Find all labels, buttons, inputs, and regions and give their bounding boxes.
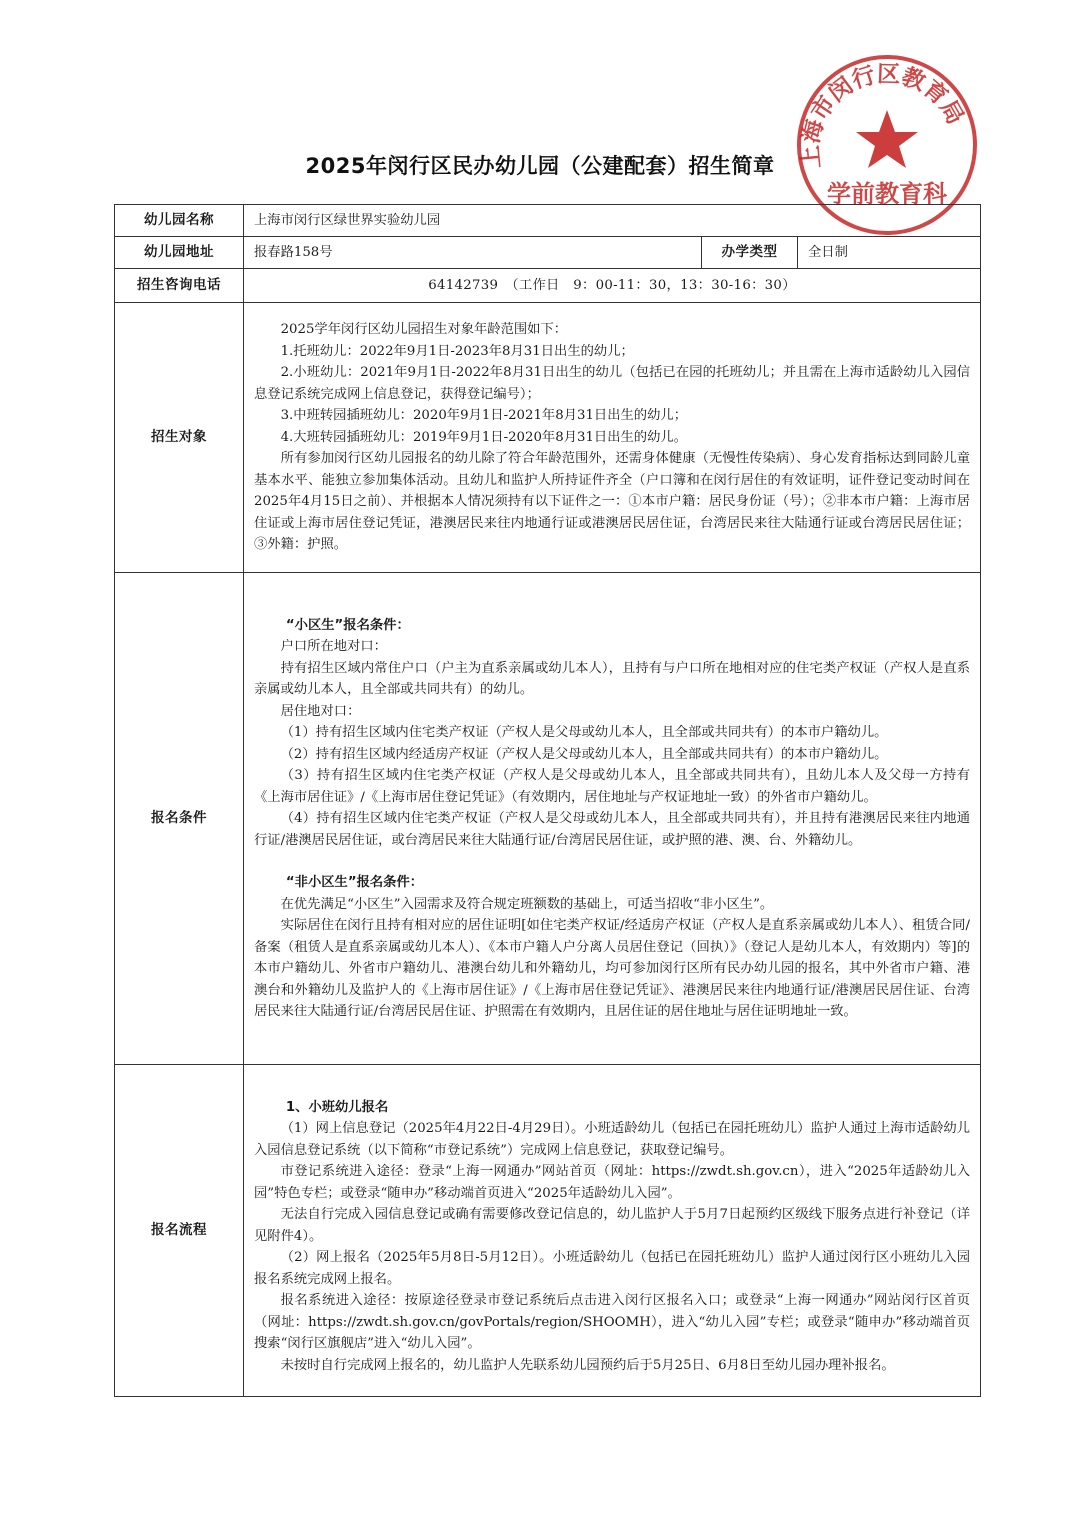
conditions-paragraph: 居住地对口： [280, 703, 361, 719]
seal-subtext: 学前教育科 [827, 180, 947, 208]
phone-label: 招生咨询电话 [115, 269, 244, 303]
process-paragraph: 未按时自行完成网上报名的，幼儿监护人先联系幼儿园预约后于5月25日、6月8日至幼儿园办理补报名。 [280, 1357, 895, 1373]
type-value: 全日制 [798, 237, 981, 269]
process-content [244, 1065, 981, 1397]
admission-table [114, 204, 981, 1397]
targets-paragraph: 1.托班幼儿：2022年9月1日-2023年8月31日出生的幼儿； [280, 343, 634, 359]
targets-paragraph: 2025学年闵行区幼儿园招生对象年龄范围如下： [280, 322, 568, 338]
paragraph-spacer [254, 1085, 970, 1097]
conditions-paragraph: （4）持有招生区域内住宅类产权证（产权人是父母或幼儿本人，且全部或共同共有），并且持有港澳居民来往内地通行证/港澳居民居住证，或台湾居民来往大陆通行证/台湾居民居住证，或护照的港、澳、台、外籍幼儿。 [254, 811, 971, 848]
row-process [115, 1065, 981, 1397]
row-conditions [115, 573, 981, 1065]
process-label: 报名流程 [115, 1065, 244, 1397]
conditions-paragraph: 在优先满足“小区生”入园需求及符合规定班额数的基础上，可适当招收“非小区生”。 [280, 896, 774, 912]
conditions-paragraph: （1）持有招生区域内住宅类产权证（产权人是父母或幼儿本人，且全部或共同共有）的本市户籍幼儿。 [280, 725, 888, 740]
process-paragraph: 无法自行完成入园信息登记或确有需要修改登记信息的，幼儿监护人于5月7日起预约区级线下服务点进行补登记（详见附件4）。 [254, 1207, 971, 1244]
seal-text: 上海市闵行区教育局 [797, 61, 969, 170]
row-address [115, 237, 981, 269]
process-heading: 1、小班幼儿报名 [285, 1099, 389, 1115]
targets-paragraph: 3.中班转园插班幼儿：2020年9月1日-2021年8月31日出生的幼儿； [280, 408, 687, 424]
targets-content [244, 303, 981, 573]
row-name [115, 205, 981, 237]
conditions-paragraph: （2）持有招生区域内经适房产权证（产权人是父母或幼儿本人，且全部或共同共有）的本市户籍幼儿。 [280, 746, 888, 762]
paragraph-spacer [254, 851, 970, 872]
row-targets [115, 303, 981, 573]
local-conditions-heading: “小区生”报名条件： [285, 617, 410, 633]
conditions-content [244, 573, 981, 1065]
address-label: 幼儿园地址 [115, 237, 244, 269]
process-paragraph: 市登记系统进入途径：登录“上海一网通办”网站首页（网址：https://zwdt.sh.gov.cn），进入“2025年适龄幼儿入园”特色专栏；或登录“随申办”移动端首页进入“2025年适龄幼儿入园”。 [254, 1164, 971, 1201]
row-phone [115, 269, 981, 303]
targets-paragraph: 2.小班幼儿：2021年9月1日-2022年8月31日出生的幼儿（包括已在园的托班幼儿；并且需在上海市适龄幼儿入园信息登记系统完成网上信息登记，获得登记编号）； [254, 365, 971, 402]
address-value: 报春路158号 [244, 237, 702, 269]
name-value: 上海市闵行区绿世界实验幼儿园 [244, 205, 981, 237]
targets-paragraph: 所有参加闵行区幼儿园报名的幼儿除了符合年龄范围外，还需身体健康（无慢性传染病）、身心发育指标达到同龄儿童基本水平、能独立参加集体活动。且幼儿和监护人所持证件齐全（户口簿和在闵行居住的有效证明，证件登记变动时间在2025年4月15日之前）、并根据本人情况须持有以下证件之一：①本市户籍：居民身份证（号）；②非本市户籍：上海市居住证或上海市居住登记凭证，港澳居民来往内地通行证或港澳居民居住证，台湾居民来往大陆通行证或台湾居民居住证；③外籍：护照。 [254, 451, 971, 553]
phone-value: 64142739 （工作日 9：00-11：30，13：30-16：30） [244, 269, 981, 303]
type-label: 办学类型 [702, 237, 798, 269]
conditions-label: 报名条件 [115, 573, 244, 1065]
targets-label: 招生对象 [115, 303, 244, 573]
conditions-paragraph: 户口所在地对口： [280, 639, 387, 654]
nonlocal-conditions-heading: “非小区生”报名条件： [285, 875, 424, 890]
conditions-paragraph: （3）持有招生区域内住宅类产权证（产权人是父母或幼儿本人，且全部或共同共有），且幼儿本人及父母一方持有《上海市居住证》/《上海市居住登记凭证》（有效期内，居住地址与产权证地址一致）的外省市户籍幼儿。 [254, 768, 971, 805]
conditions-paragraph: 持有招生区域内常住户口（户主为直系亲属或幼儿本人），且持有与户口所在地相对应的住宅类产权证（产权人是直系亲属或幼儿本人，且全部或共同共有）的幼儿。 [254, 660, 971, 697]
name-label: 幼儿园名称 [115, 205, 244, 237]
process-paragraph: 报名系统进入途径：按原途径登录市登记系统后点击进入闵行区报名入口；或登录“上海一网通办”网站闵行区首页（网址：https://zwdt.sh.gov.cn/govPortals/region/SHOOMH），进入“幼儿入园”专栏；或登录“随申办”移动端首页搜索“闵行区旗舰店”进入“幼儿入园”。 [254, 1293, 971, 1352]
conditions-paragraph: 实际居住在闵行且持有相对应的居住证明[如住宅类产权证/经适房产权证（产权人是直系亲属或幼儿本人）、租赁合同/备案（租赁人是直系亲属或幼儿本人）、《本市户籍人户分离人员居住登记（回执）》（登记人是幼儿本人，有效期内）等]的本市户籍幼儿、外省市户籍幼儿、港澳台幼儿和外籍幼儿，均可参加闵行区所有民办幼儿园的报名，其中外省市户籍、港澳台和外籍幼儿及监护人的《上海市居住证》/《上海市居住登记凭证》、港澳居民来往内地通行证/港澳居民居住证、台湾居民来往大陆通行证/台湾居民居住证、护照需在有效期内，且居住证的居住地址与居住证明地址一致。 [254, 918, 971, 1019]
targets-paragraph: 4.大班转园插班幼儿：2019年9月1日-2020年8月31日出生的幼儿。 [280, 429, 687, 445]
star-icon [856, 110, 918, 168]
document-title: 2025年闵行区民办幼儿园（公建配套）招生简章 [305, 154, 775, 178]
process-paragraph: （1）网上信息登记（2025年4月22日-4月29日）。小班适龄幼儿（包括已在园托班幼儿）监护人通过上海市适龄幼儿入园信息登记系统（以下简称“市登记系统”）完成网上信息登记，获取登记编号。 [254, 1121, 971, 1158]
process-paragraph: （2）网上报名（2025年5月8日-5月12日）。小班适龄幼儿（包括已在园托班幼儿）监护人通过闵行区小班幼儿入园报名系统完成网上报名。 [254, 1250, 971, 1287]
